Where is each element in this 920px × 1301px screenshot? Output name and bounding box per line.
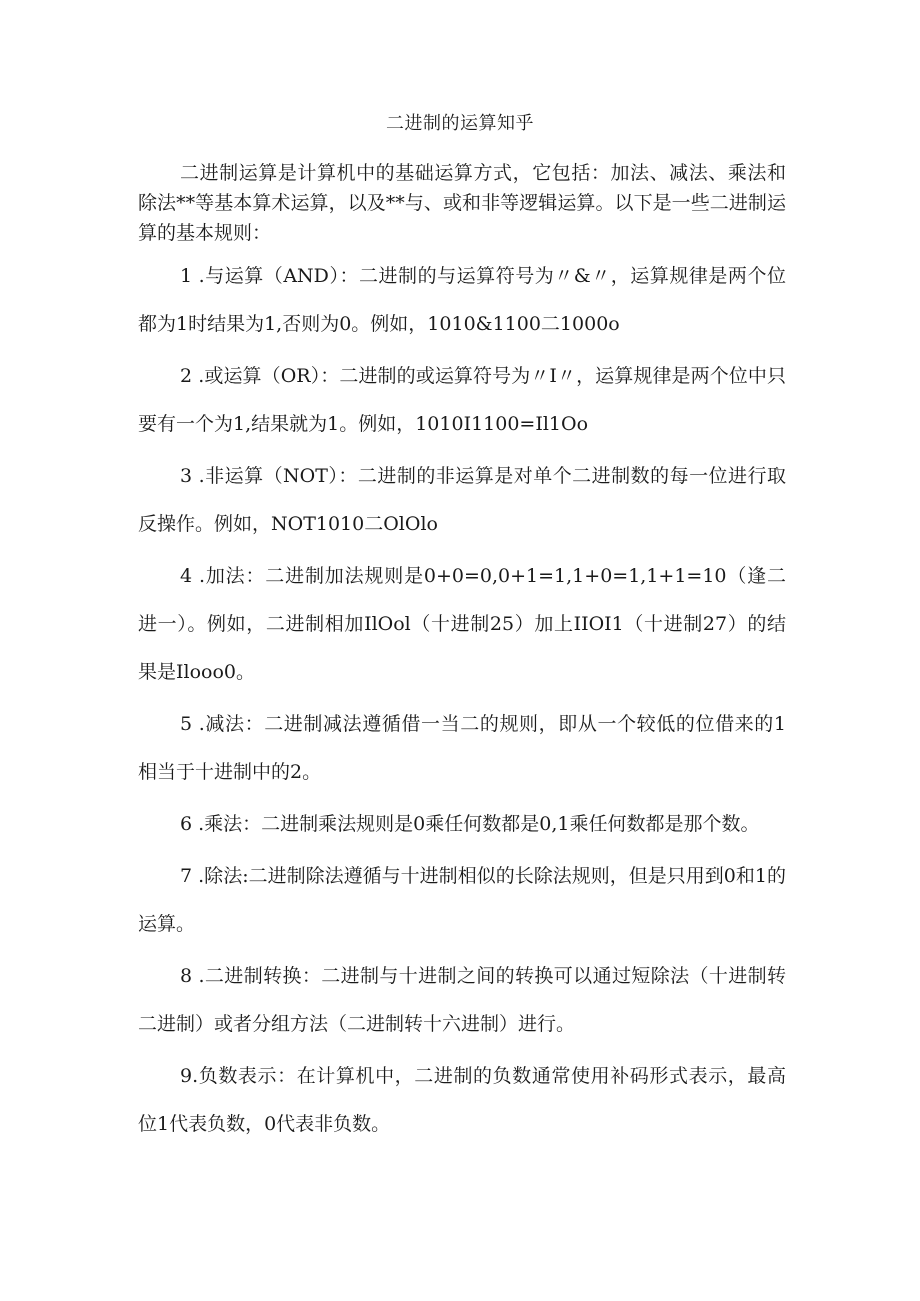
rule-item-not: 3 .非运算（NOT）：二进制的非运算是对单个二进制数的每一位进行取反操作。例如，NOT1010二OlOlo xyxy=(138,465,786,535)
rule-item-division: 7 .除法:二进制除法遵循与十进制相似的长除法规则，但是只用到0和1的运算。 xyxy=(138,865,786,935)
rule-item-multiplication: 6 .乘法：二进制乘法规则是0乘任何数都是0,1乘任何数都是那个数。 xyxy=(180,813,760,835)
rule-item-and: 1 .与运算（AND）：二进制的与运算符号为〃&〃，运算规律是两个位都为1时结果为1,否则为0。例如，1010&1100二1000o xyxy=(138,265,786,335)
rule-item-subtraction: 5 .减法：二进制减法遵循借一当二的规则，即从一个较低的位借来的1相当于十进制中的2。 xyxy=(138,713,786,783)
rule-item-conversion: 8 .二进制转换：二进制与十进制之间的转换可以通过短除法（十进制转二进制）或者分组方法（二进制转十六进制）进行。 xyxy=(138,965,786,1035)
rule-item-or: 2 .或运算（OR）：二进制的或运算符号为〃I〃，运算规律是两个位中只要有一个为1,结果就为1。例如，1010I1100=Il1Oo xyxy=(138,365,786,435)
intro-paragraph: 二进制运算是计算机中的基础运算方式，它包括：加法、减法、乘法和除法**等基本算术运算，以及**与、或和非等逻辑运算。以下是一些二进制运算的基本规则： xyxy=(138,162,786,244)
rules-list xyxy=(138,252,786,1152)
rule-item-negative-numbers: 9.负数表示：在计算机中，二进制的负数通常使用补码形式表示，最高位1代表负数，0代表非负数。 xyxy=(138,1065,786,1135)
rule-item-addition: 4 .加法：二进制加法规则是0+0=0,0+1=1,1+0=1,1+1=10（逢二进一）。例如，二进制相加IlOol（十进制25）加上IIOI1（十进制27）的结果是Ilooo0。 xyxy=(138,565,786,683)
document-title: 二进制的运算知乎 xyxy=(386,113,534,134)
